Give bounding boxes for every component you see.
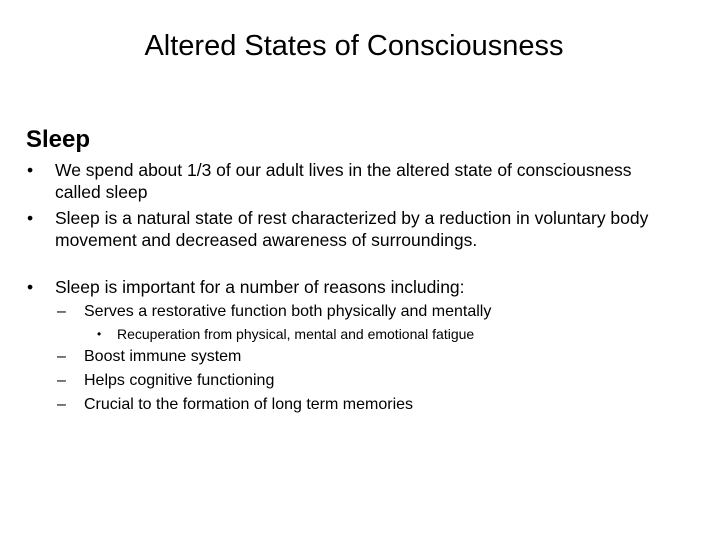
sub-bullet-text: Boost immune system <box>84 348 242 365</box>
bullet-text: Sleep is important for a number of reasons including: <box>55 277 465 297</box>
bullet-icon: • <box>97 327 102 341</box>
dash-icon: – <box>57 303 66 320</box>
sub-bullet-item <box>57 395 644 415</box>
dash-icon: – <box>57 372 66 389</box>
sub-bullet-text: Helps cognitive functioning <box>84 372 275 389</box>
bullet-item <box>27 276 675 298</box>
section-heading: Sleep <box>26 126 91 153</box>
sub-bullet-item <box>57 371 644 391</box>
sub-bullet-text: Crucial to the formation of long term memories <box>84 396 414 413</box>
sub-bullet-text: Serves a restorative function both physically and mentally <box>84 303 492 320</box>
bullet-text: Sleep is a natural state of rest characterized by a reduction in voluntary body movement and decreased awareness of surroundings. <box>55 208 649 250</box>
slide-title: Altered States of Consciousness <box>144 30 564 62</box>
bullet-icon: • <box>27 277 34 297</box>
sub-bullet-item <box>57 347 644 367</box>
sub-sub-bullet-text: Recuperation from physical, mental and emotional fatigue <box>117 326 475 342</box>
bullet-item <box>27 159 675 203</box>
bullet-icon: • <box>27 208 34 228</box>
bullet-icon: • <box>27 160 34 180</box>
sub-sub-bullet-item <box>97 325 637 343</box>
bullet-text: We spend about 1/3 of our adult lives in the altered state of consciousness called sleep <box>55 160 632 202</box>
dash-icon: – <box>57 396 66 413</box>
bullet-item <box>27 207 675 251</box>
sub-bullet-item <box>57 302 644 322</box>
dash-icon: – <box>57 348 66 365</box>
